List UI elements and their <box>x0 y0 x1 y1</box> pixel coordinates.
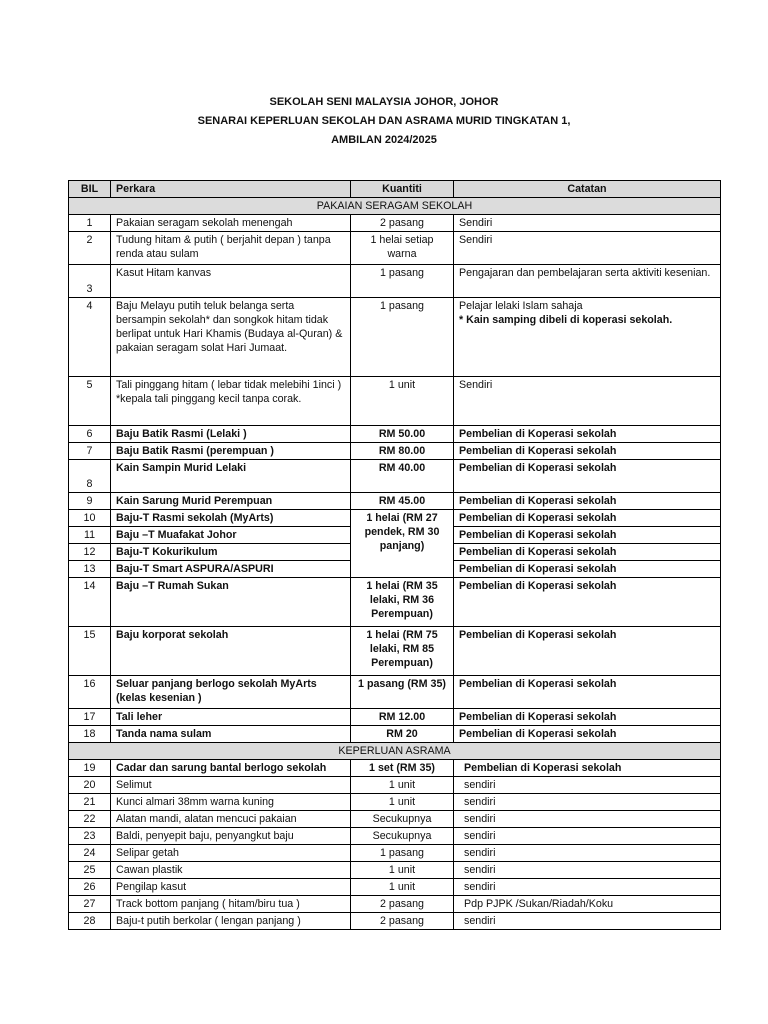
quantity-cell: Secukupnya <box>351 828 454 845</box>
note-cell: sendiri <box>454 811 721 828</box>
table-row <box>69 426 721 443</box>
row-number: 25 <box>69 862 111 879</box>
quantity-cell: 1 set (RM 35) <box>351 760 454 777</box>
item-cell: Tali leher <box>111 709 351 726</box>
item-cell: Baju-T Kokurikulum <box>111 544 351 561</box>
item-cell: Baju Batik Rasmi (Lelaki ) <box>111 426 351 443</box>
note-cell: Pembelian di Koperasi sekolah <box>454 443 721 460</box>
row-number: 16 <box>69 676 111 709</box>
item-cell: Baju korporat sekolah <box>111 627 351 676</box>
section-title: KEPERLUAN ASRAMA <box>69 743 721 760</box>
quantity-cell: 1 unit <box>351 794 454 811</box>
column-header-perkara: Perkara <box>111 181 351 198</box>
item-cell: Tudung hitam & putih ( berjahit depan ) tanpa renda atau sulam <box>111 232 351 265</box>
quantity-cell: RM 40.00 <box>351 460 454 493</box>
quantity-cell: 1 helai (RM 35 lelaki, RM 36 Perempuan) <box>351 578 454 627</box>
table-row <box>69 760 721 777</box>
note-text: Pelajar lelaki Islam sahaja <box>459 300 583 312</box>
table-row <box>69 232 721 265</box>
table-row <box>69 879 721 896</box>
note-cell: Pengajaran dan pembelajaran serta aktiviti kesenian. <box>454 265 721 298</box>
table-row <box>69 862 721 879</box>
item-cell: Selipar getah <box>111 845 351 862</box>
quantity-cell: RM 50.00 <box>351 426 454 443</box>
item-cell: Cadar dan sarung bantal berlogo sekolah <box>111 760 351 777</box>
note-cell: Pembelian di Koperasi sekolah <box>454 726 721 743</box>
list-title: SENARAI KEPERLUAN SEKOLAH DAN ASRAMA MURID TINGKATAN 1, <box>197 115 571 127</box>
item-cell: Kasut Hitam kanvas <box>111 265 351 298</box>
note-cell: Sendiri <box>454 232 721 265</box>
section-row-hostel <box>69 743 721 760</box>
table-row <box>69 726 721 743</box>
note-cell: sendiri <box>454 862 721 879</box>
intake-year: AMBILAN 2024/2025 <box>331 134 437 146</box>
table-row <box>69 676 721 709</box>
row-number: 24 <box>69 845 111 862</box>
note-cell: sendiri <box>454 777 721 794</box>
note-cell: Pembelian di Koperasi sekolah <box>454 493 721 510</box>
table-row <box>69 215 721 232</box>
quantity-cell: 1 pasang <box>351 298 454 377</box>
quantity-cell: 2 pasang <box>351 215 454 232</box>
row-number: 1 <box>69 215 111 232</box>
quantity-cell: 2 pasang <box>351 913 454 930</box>
quantity-cell: RM 45.00 <box>351 493 454 510</box>
table-row <box>69 811 721 828</box>
item-text: Tali pinggang hitam ( lebar tidak melebihi 1inci ) <box>116 379 342 391</box>
table-row <box>69 845 721 862</box>
table-row <box>69 443 721 460</box>
note-cell: sendiri <box>454 913 721 930</box>
note-cell: Pembelian di Koperasi sekolah <box>454 709 721 726</box>
row-number: 6 <box>69 426 111 443</box>
item-cell: Kain Sarung Murid Perempuan <box>111 493 351 510</box>
row-number: 17 <box>69 709 111 726</box>
note-cell: Sendiri <box>454 377 721 426</box>
table-row <box>69 709 721 726</box>
quantity-cell: RM 12.00 <box>351 709 454 726</box>
row-number: 2 <box>69 232 111 265</box>
quantity-cell: 1 pasang <box>351 265 454 298</box>
note-cell: Pembelian di Koperasi sekolah <box>454 578 721 627</box>
item-cell: Baldi, penyepit baju, penyangkut baju <box>111 828 351 845</box>
note-cell: sendiri <box>454 845 721 862</box>
row-number: 18 <box>69 726 111 743</box>
item-cell: Baju-T Rasmi sekolah (MyArts) <box>111 510 351 527</box>
row-number: 19 <box>69 760 111 777</box>
table-row <box>69 777 721 794</box>
column-header-bil: BIL <box>69 181 111 198</box>
row-number: 14 <box>69 578 111 627</box>
note-cell: Pembelian di Koperasi sekolah <box>454 676 721 709</box>
note-cell: Pembelian di Koperasi sekolah <box>454 561 721 578</box>
table-row <box>69 510 721 527</box>
row-number: 28 <box>69 913 111 930</box>
row-number: 15 <box>69 627 111 676</box>
note-cell: Pdp PJPK /Sukan/Riadah/Koku <box>454 896 721 913</box>
table-row <box>69 578 721 627</box>
row-number: 9 <box>69 493 111 510</box>
table-row <box>69 794 721 811</box>
item-cell: Pakaian seragam sekolah menengah <box>111 215 351 232</box>
table-row <box>69 298 721 377</box>
row-number: 10 <box>69 510 111 527</box>
table-header-row <box>69 181 721 198</box>
item-cell: Pengilap kasut <box>111 879 351 896</box>
column-header-catatan: Catatan <box>454 181 721 198</box>
document-header <box>0 93 768 150</box>
row-number: 5 <box>69 377 111 426</box>
note-cell: sendiri <box>454 794 721 811</box>
row-number: 7 <box>69 443 111 460</box>
table-row <box>69 913 721 930</box>
quantity-cell: 1 pasang (RM 35) <box>351 676 454 709</box>
table-row <box>69 493 721 510</box>
note-cell: Pembelian di Koperasi sekolah <box>454 627 721 676</box>
school-name: SEKOLAH SENI MALAYSIA JOHOR, JOHOR <box>269 96 499 108</box>
row-number: 22 <box>69 811 111 828</box>
item-cell: Baju –T Rumah Sukan <box>111 578 351 627</box>
table-row <box>69 460 721 493</box>
table-row <box>69 627 721 676</box>
item-cell: Baju Melayu putih teluk belanga serta bersampin sekolah* dan songkok hitam tidak berlipat untuk Hari Khamis (Budaya al-Quran) & pakaian seragam solat Hari Jumaat. <box>111 298 351 377</box>
row-number: 26 <box>69 879 111 896</box>
row-number: 3 <box>69 265 111 298</box>
quantity-cell: 2 pasang <box>351 896 454 913</box>
item-cell: Baju-T Smart ASPURA/ASPURI <box>111 561 351 578</box>
quantity-cell: 1 helai setiap warna <box>351 232 454 265</box>
quantity-cell: 1 unit <box>351 777 454 794</box>
note-cell: sendiri <box>454 828 721 845</box>
table-row <box>69 896 721 913</box>
quantity-cell: Secukupnya <box>351 811 454 828</box>
note-cell: Pembelian di Koperasi sekolah <box>454 510 721 527</box>
item-note: *kepala tali pinggang kecil tanpa corak. <box>116 393 302 405</box>
quantity-cell: 1 unit <box>351 862 454 879</box>
row-number: 20 <box>69 777 111 794</box>
row-number: 11 <box>69 527 111 544</box>
note-cell: Pembelian di Koperasi sekolah <box>454 527 721 544</box>
quantity-cell: 1 unit <box>351 879 454 896</box>
table-row <box>69 828 721 845</box>
table-row <box>69 377 721 426</box>
note-cell: Pembelian di Koperasi sekolah <box>454 426 721 443</box>
row-number: 23 <box>69 828 111 845</box>
row-number: 8 <box>69 460 111 493</box>
quantity-cell: 1 unit <box>351 377 454 426</box>
quantity-cell: RM 20 <box>351 726 454 743</box>
item-cell: Tanda nama sulam <box>111 726 351 743</box>
item-cell: Cawan plastik <box>111 862 351 879</box>
quantity-cell: 1 helai (RM 75 lelaki, RM 85 Perempuan) <box>351 627 454 676</box>
row-number: 27 <box>69 896 111 913</box>
item-cell: Kunci almari 38mm warna kuning <box>111 794 351 811</box>
note-cell: Sendiri <box>454 215 721 232</box>
item-cell: Track bottom panjang ( hitam/biru tua ) <box>111 896 351 913</box>
quantity-cell: RM 80.00 <box>351 443 454 460</box>
row-number: 12 <box>69 544 111 561</box>
item-cell: Alatan mandi, alatan mencuci pakaian <box>111 811 351 828</box>
item-cell: Baju-t putih berkolar ( lengan panjang ) <box>111 913 351 930</box>
item-cell: Seluar panjang berlogo sekolah MyArts (kelas kesenian ) <box>111 676 351 709</box>
item-cell: Kain Sampin Murid Lelaki <box>111 460 351 493</box>
row-number: 21 <box>69 794 111 811</box>
quantity-cell: 1 helai (RM 27 pendek, RM 30 panjang) <box>351 510 454 578</box>
section-title: PAKAIAN SERAGAM SEKOLAH <box>69 198 721 215</box>
item-cell: Selimut <box>111 777 351 794</box>
quantity-cell: 1 pasang <box>351 845 454 862</box>
item-cell: Baju –T Muafakat Johor <box>111 527 351 544</box>
requirements-table <box>68 180 721 930</box>
row-number: 13 <box>69 561 111 578</box>
table-row <box>69 265 721 298</box>
section-row-uniform <box>69 198 721 215</box>
note-cell: sendiri <box>454 879 721 896</box>
note-cell: Pembelian di Koperasi sekolah <box>454 544 721 561</box>
note-cell: Pembelian di Koperasi sekolah <box>454 460 721 493</box>
column-header-kuantiti: Kuantiti <box>351 181 454 198</box>
item-cell: Baju Batik Rasmi (perempuan ) <box>111 443 351 460</box>
row-number: 4 <box>69 298 111 377</box>
note-text-bold: * Kain samping dibeli di koperasi sekolah. <box>459 314 673 326</box>
note-cell <box>454 298 721 377</box>
item-cell <box>111 377 351 426</box>
note-cell: Pembelian di Koperasi sekolah <box>454 760 721 777</box>
